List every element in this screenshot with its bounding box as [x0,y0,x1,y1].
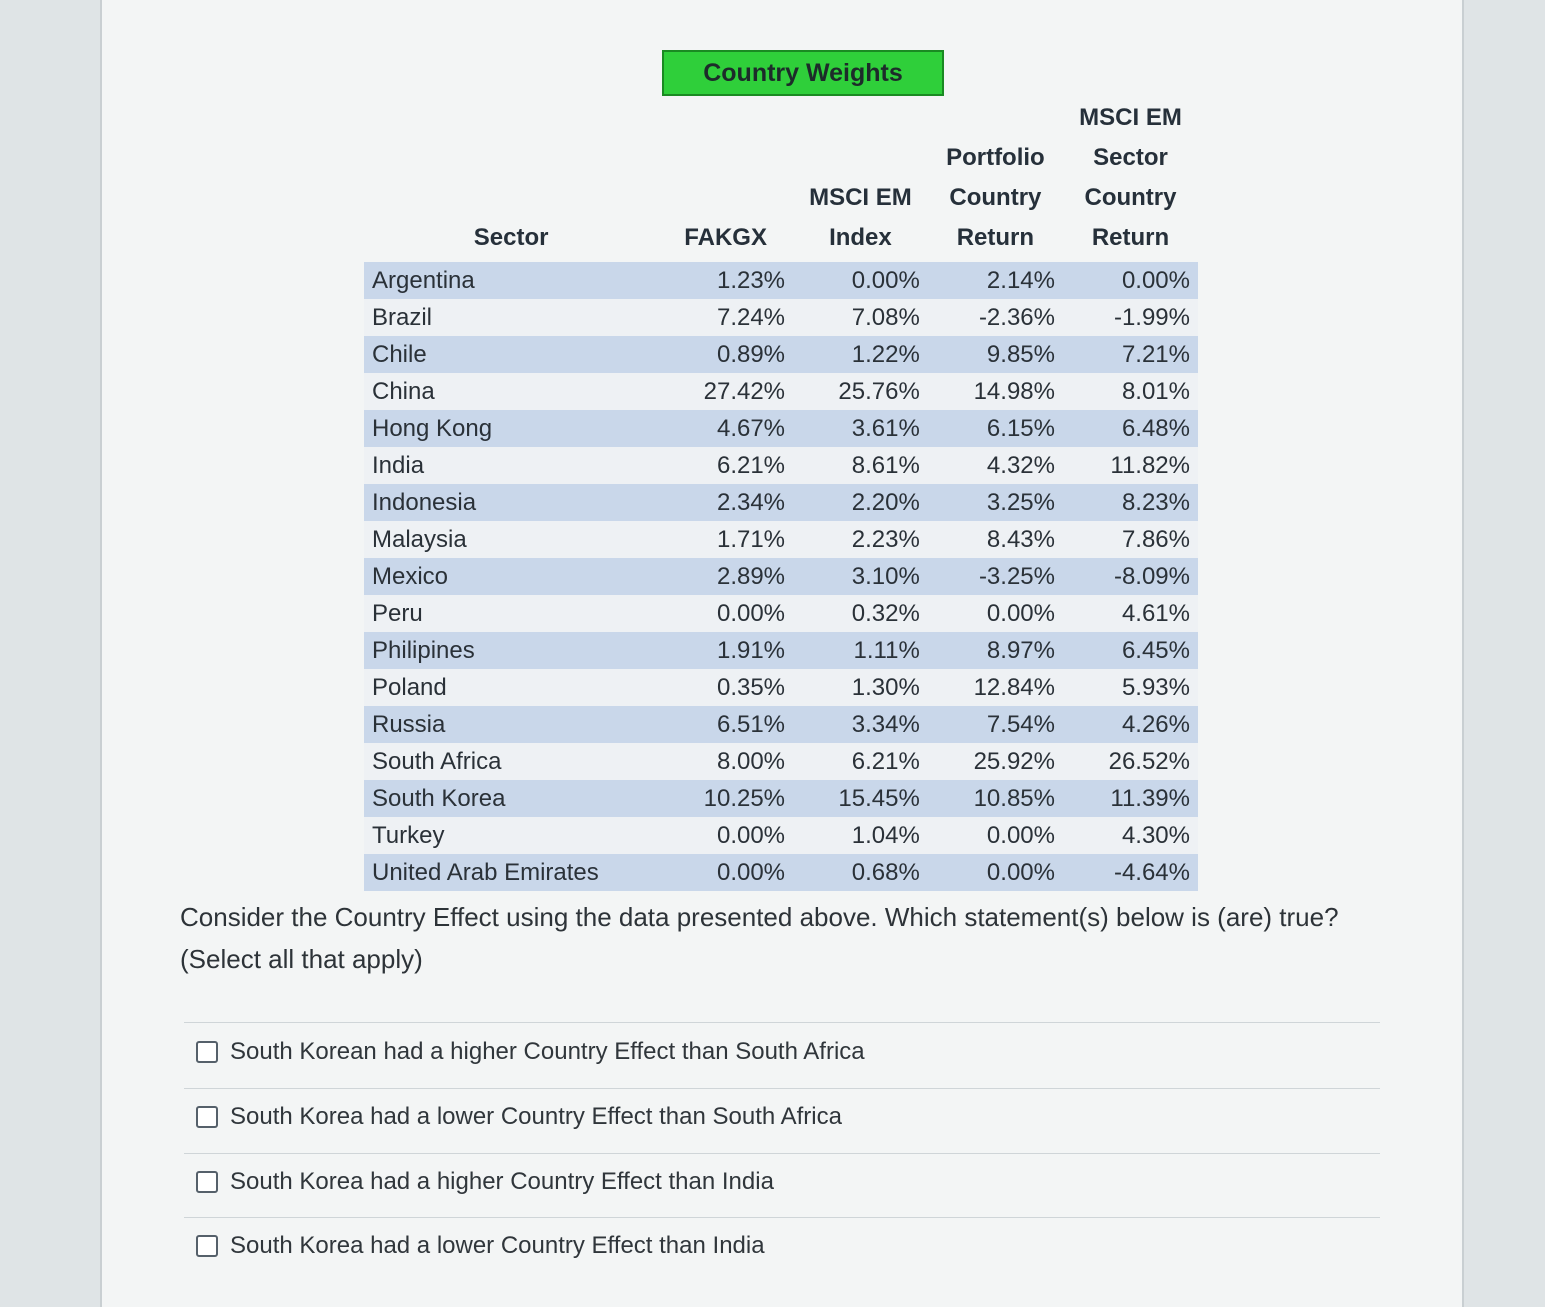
cell-portfolio-return: 10.85% [928,780,1063,817]
cell-sector: South Africa [364,743,658,780]
answer-option-label: South Korea had a higher Country Effect than India [230,1168,774,1195]
cell-msci-return: -4.64% [1063,854,1198,891]
cell-portfolio-return: 9.85% [928,336,1063,373]
cell-msci-index: 1.22% [793,336,928,373]
cell-msci-index: 25.76% [793,373,928,410]
table-row [364,299,1198,336]
header-msci-return: MSCI EM Sector Country Return [1079,104,1182,251]
cell-sector: Turkey [364,817,658,854]
cell-portfolio-return: 4.32% [928,447,1063,484]
cell-msci-index: 3.34% [793,706,928,743]
cell-fakgx: 0.89% [658,336,793,373]
header-sector: Sector [473,224,549,251]
cell-portfolio-return: 0.00% [928,817,1063,854]
cell-fakgx: 1.71% [658,521,793,558]
divider [184,1022,1380,1023]
cell-sector: Russia [364,706,658,743]
table-row [364,262,1198,299]
cell-msci-return: 4.30% [1063,817,1198,854]
cell-portfolio-return: -2.36% [928,299,1063,336]
cell-msci-index: 2.20% [793,484,928,521]
cell-fakgx: 1.23% [658,262,793,299]
answer-option[interactable] [196,1103,842,1131]
cell-msci-return: 11.39% [1063,780,1198,817]
cell-sector: Peru [364,595,658,632]
cell-sector: Malaysia [364,521,658,558]
cell-msci-return: 6.45% [1063,632,1198,669]
cell-msci-index: 6.21% [793,743,928,780]
cell-portfolio-return: 12.84% [928,669,1063,706]
table-row [364,669,1198,706]
cell-msci-return: 0.00% [1063,262,1198,299]
checkbox[interactable] [196,1041,218,1063]
answer-option[interactable] [196,1038,865,1066]
cell-msci-index: 0.68% [793,854,928,891]
cell-sector: Indonesia [364,484,658,521]
cell-msci-index: 0.00% [793,262,928,299]
cell-fakgx: 0.00% [658,817,793,854]
cell-portfolio-return: 25.92% [928,743,1063,780]
cell-fakgx: 10.25% [658,780,793,817]
cell-fakgx: 1.91% [658,632,793,669]
answer-option[interactable] [196,1168,774,1196]
country-weights-table [364,98,1198,891]
cell-msci-return: 26.52% [1063,743,1198,780]
divider [184,1088,1380,1089]
table-row [364,484,1198,521]
cell-portfolio-return: 3.25% [928,484,1063,521]
cell-msci-return: -1.99% [1063,299,1198,336]
cell-msci-index: 2.23% [793,521,928,558]
question-text: Consider the Country Effect using the data presented above. Which statement(s) below is (are) true? (Select all that apply) [180,902,1339,974]
cell-msci-index: 1.04% [793,817,928,854]
cell-portfolio-return: -3.25% [928,558,1063,595]
answer-option[interactable] [196,1232,765,1260]
table-body [364,262,1198,891]
cell-msci-return: 8.23% [1063,484,1198,521]
table-header-row [364,98,1198,262]
table-row [364,706,1198,743]
cell-msci-index: 1.11% [793,632,928,669]
cell-fakgx: 2.34% [658,484,793,521]
cell-msci-return: 7.21% [1063,336,1198,373]
cell-msci-return: 11.82% [1063,447,1198,484]
cell-portfolio-return: 14.98% [928,373,1063,410]
answer-option-label: South Korean had a higher Country Effect than South Africa [230,1038,865,1065]
divider [184,1217,1380,1218]
cell-msci-return: 5.93% [1063,669,1198,706]
cell-sector: India [364,447,658,484]
cell-sector: Philipines [364,632,658,669]
cell-fakgx: 0.00% [658,595,793,632]
table-row [364,780,1198,817]
quiz-page [100,0,1464,1307]
cell-sector: United Arab Emirates [364,854,658,891]
cell-fakgx: 7.24% [658,299,793,336]
header-msci-index: MSCI EM Index [809,184,912,251]
checkbox[interactable] [196,1106,218,1128]
cell-fakgx: 2.89% [658,558,793,595]
table-row [364,558,1198,595]
cell-msci-index: 7.08% [793,299,928,336]
cell-sector: Mexico [364,558,658,595]
cell-sector: China [364,373,658,410]
cell-msci-return: 8.01% [1063,373,1198,410]
table-row [364,410,1198,447]
table-row [364,632,1198,669]
cell-msci-return: 4.61% [1063,595,1198,632]
answer-option-label: South Korea had a lower Country Effect than South Africa [230,1103,842,1130]
table-title-text: Country Weights [703,58,903,87]
header-portfolio-return: Portfolio Country Return [946,144,1045,251]
table-row [364,595,1198,632]
table-row [364,373,1198,410]
cell-fakgx: 0.35% [658,669,793,706]
cell-portfolio-return: 7.54% [928,706,1063,743]
cell-portfolio-return: 0.00% [928,595,1063,632]
cell-sector: Chile [364,336,658,373]
table-row [364,336,1198,373]
cell-msci-return: 4.26% [1063,706,1198,743]
cell-msci-return: 6.48% [1063,410,1198,447]
divider [184,1153,1380,1154]
cell-portfolio-return: 2.14% [928,262,1063,299]
cell-portfolio-return: 0.00% [928,854,1063,891]
answer-option-label: South Korea had a lower Country Effect than India [230,1232,765,1259]
cell-msci-index: 3.61% [793,410,928,447]
cell-msci-index: 15.45% [793,780,928,817]
table-row [364,854,1198,891]
cell-msci-return: -8.09% [1063,558,1198,595]
header-fakgx: FAKGX [684,224,767,251]
cell-sector: South Korea [364,780,658,817]
cell-fakgx: 0.00% [658,854,793,891]
cell-sector: Argentina [364,262,658,299]
cell-fakgx: 6.51% [658,706,793,743]
checkbox[interactable] [196,1235,218,1257]
cell-msci-index: 3.10% [793,558,928,595]
checkbox[interactable] [196,1171,218,1193]
cell-sector: Brazil [364,299,658,336]
table-row [364,817,1198,854]
cell-sector: Poland [364,669,658,706]
cell-msci-index: 8.61% [793,447,928,484]
cell-portfolio-return: 6.15% [928,410,1063,447]
cell-msci-index: 1.30% [793,669,928,706]
cell-fakgx: 4.67% [658,410,793,447]
table-row [364,447,1198,484]
table-title [662,50,944,96]
cell-fakgx: 6.21% [658,447,793,484]
table-row [364,521,1198,558]
cell-portfolio-return: 8.97% [928,632,1063,669]
cell-portfolio-return: 8.43% [928,521,1063,558]
cell-sector: Hong Kong [364,410,658,447]
cell-msci-index: 0.32% [793,595,928,632]
cell-fakgx: 27.42% [658,373,793,410]
cell-fakgx: 8.00% [658,743,793,780]
table-row [364,743,1198,780]
cell-msci-return: 7.86% [1063,521,1198,558]
